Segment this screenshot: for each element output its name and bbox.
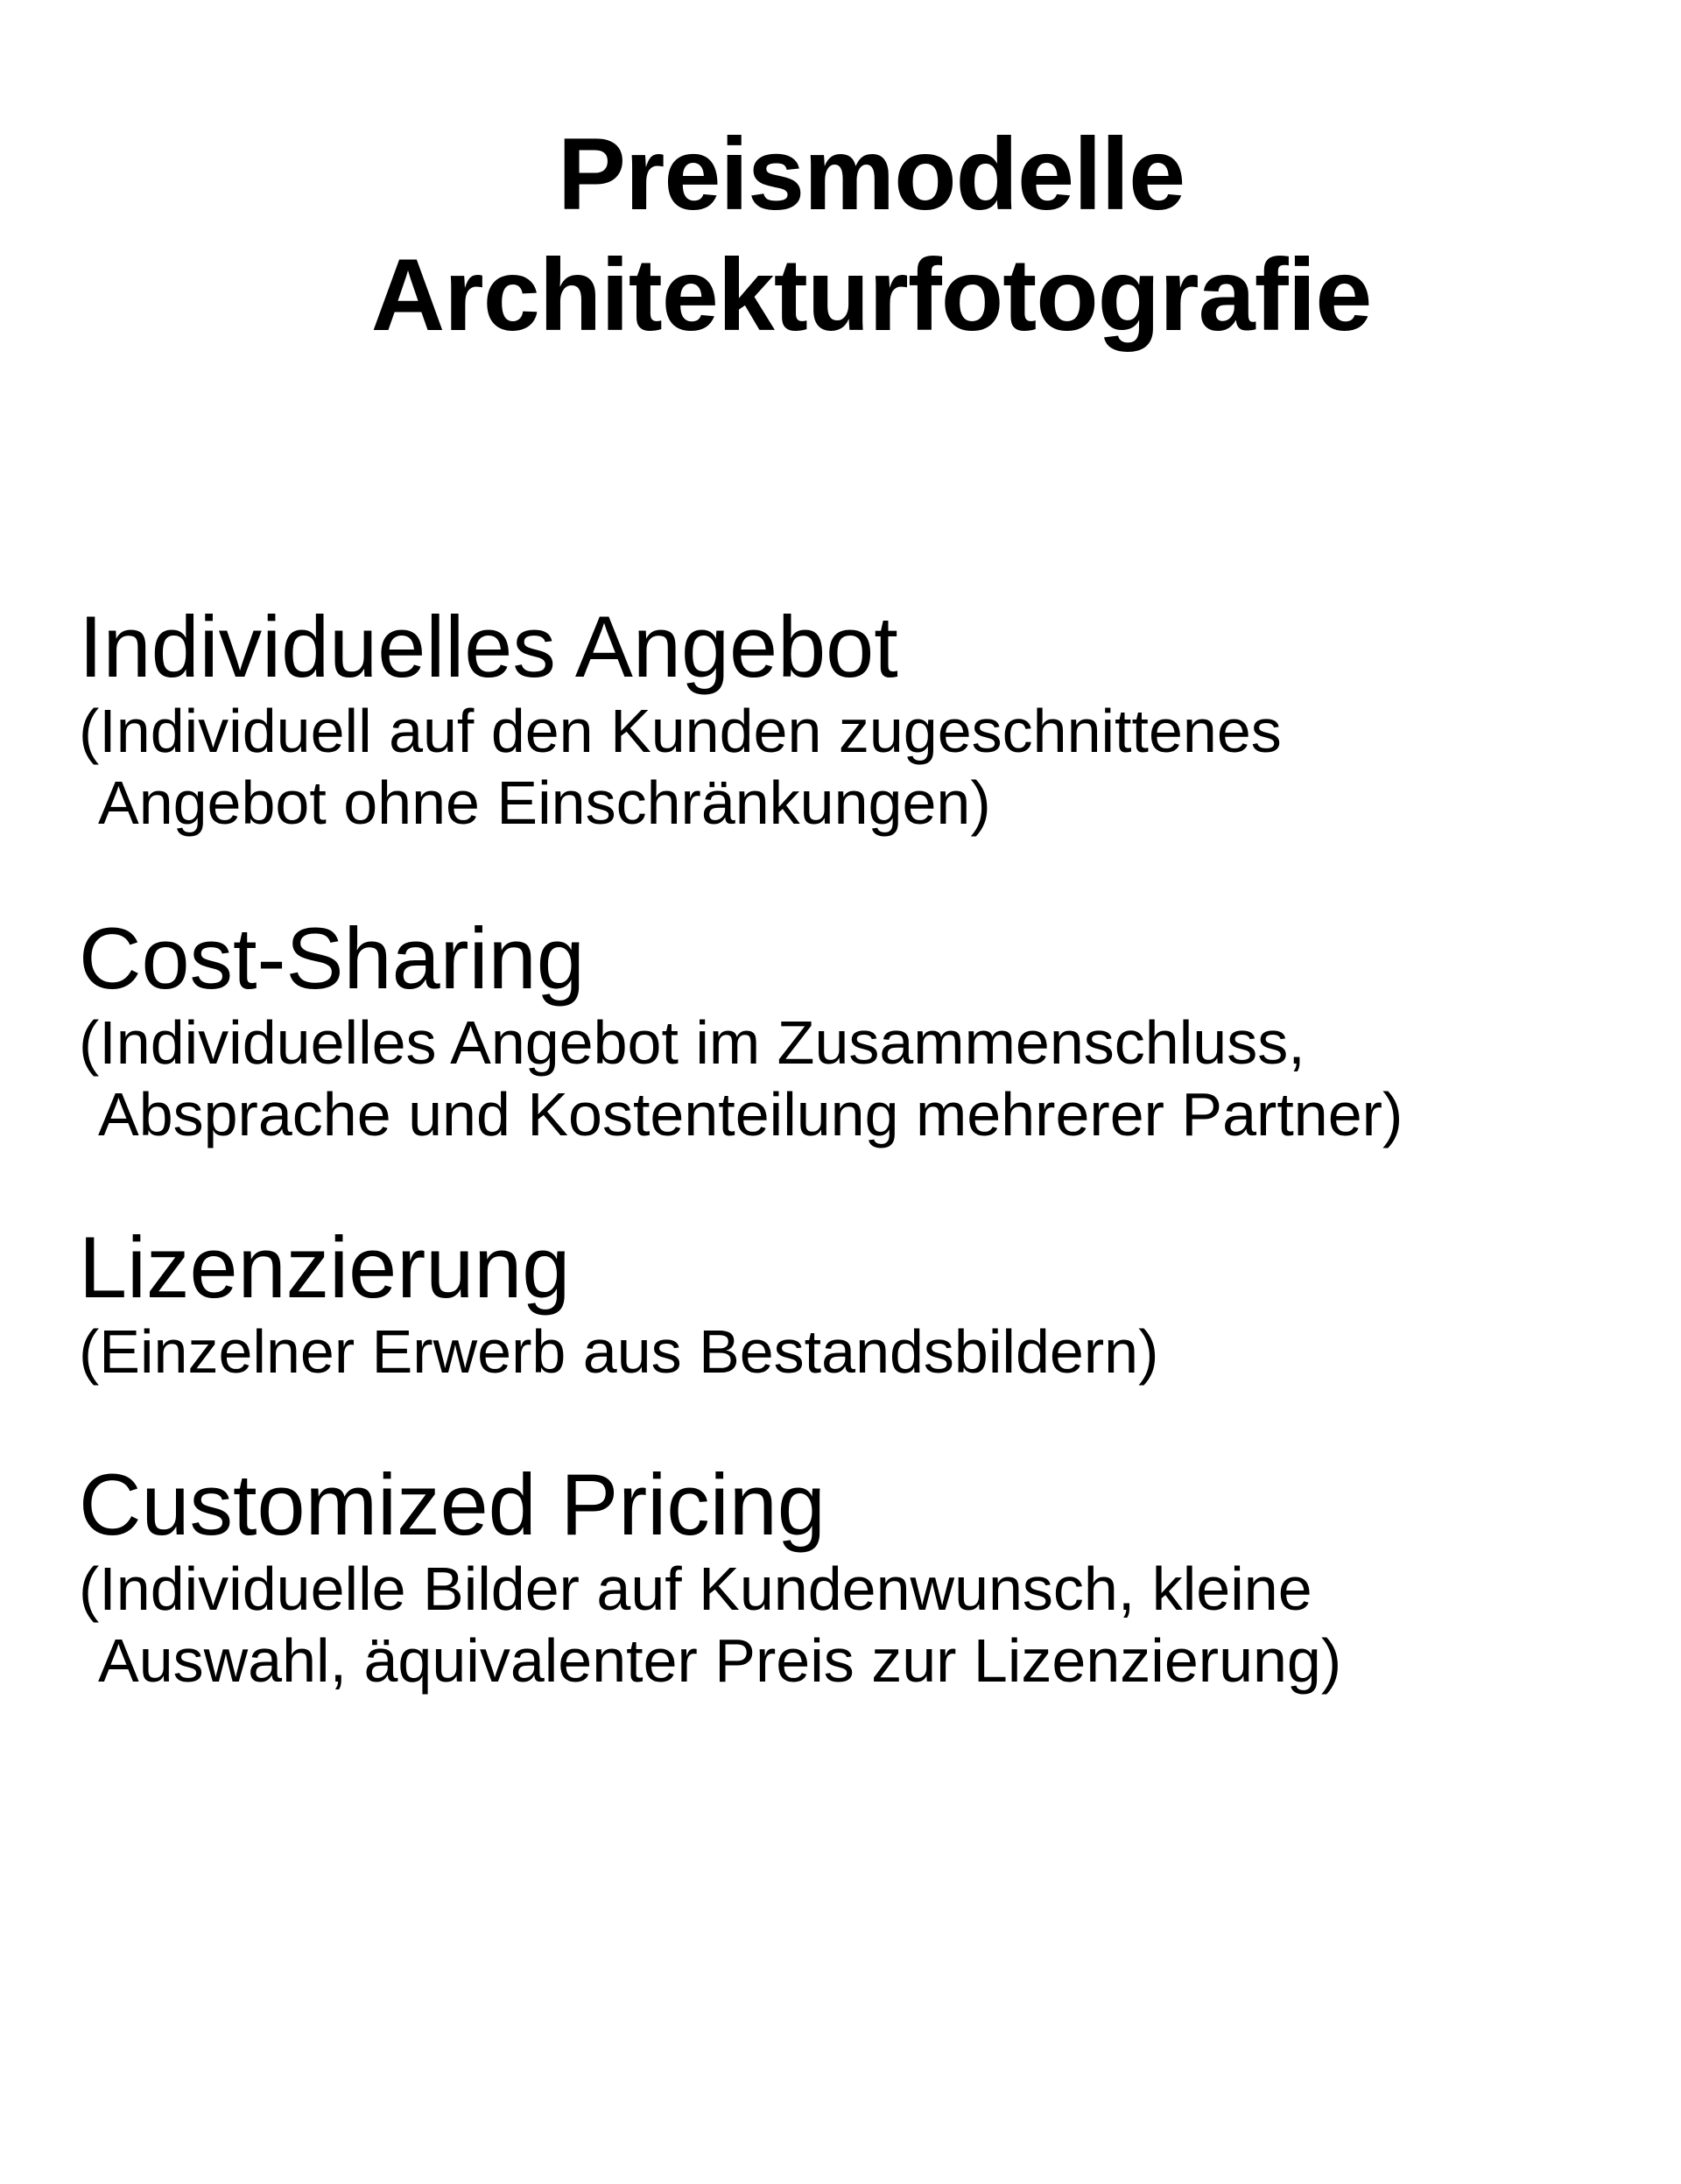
- pricing-model-licensing: [79, 1219, 1655, 1387]
- pricing-model-description-line: (Individuell auf den Kunden zugeschnittenes: [79, 697, 1282, 765]
- pricing-model-individual-offer: [79, 599, 1655, 839]
- pricing-model-name: Lizenzierung: [79, 1218, 571, 1316]
- pricing-model-description: [79, 1316, 1655, 1387]
- pricing-model-description: [79, 695, 1655, 839]
- pricing-model-name: Individuelles Angebot: [79, 598, 898, 695]
- pricing-model-description-line: Absprache und Kostenteilung mehrerer Partner): [98, 1080, 1403, 1148]
- page-title: [0, 114, 1681, 355]
- pricing-model-description: [79, 1553, 1655, 1696]
- pricing-model-customized-pricing: [79, 1457, 1655, 1696]
- pricing-model-description-line: Auswahl, äquivalenter Preis zur Lizenzierung): [98, 1626, 1342, 1695]
- pricing-model-cost-sharing: [79, 910, 1655, 1150]
- pricing-model-name: Cost-Sharing: [79, 909, 585, 1007]
- pricing-model-description-line: (Individuelles Angebot im Zusammenschluss,: [79, 1008, 1305, 1077]
- pricing-model-description-line: (Individuelle Bilder auf Kundenwunsch, kleine: [79, 1555, 1312, 1623]
- pricing-model-description: [79, 1007, 1655, 1150]
- pricing-model-name: Customized Pricing: [79, 1456, 826, 1553]
- pricing-model-description-line: Angebot ohne Einschränkungen): [98, 769, 991, 837]
- page-title-line-1: Preismodelle: [557, 116, 1185, 231]
- pricing-model-description-line: (Einzelner Erwerb aus Bestandsbildern): [79, 1317, 1159, 1386]
- page-title-line-2: Architekturfotografie: [370, 237, 1372, 352]
